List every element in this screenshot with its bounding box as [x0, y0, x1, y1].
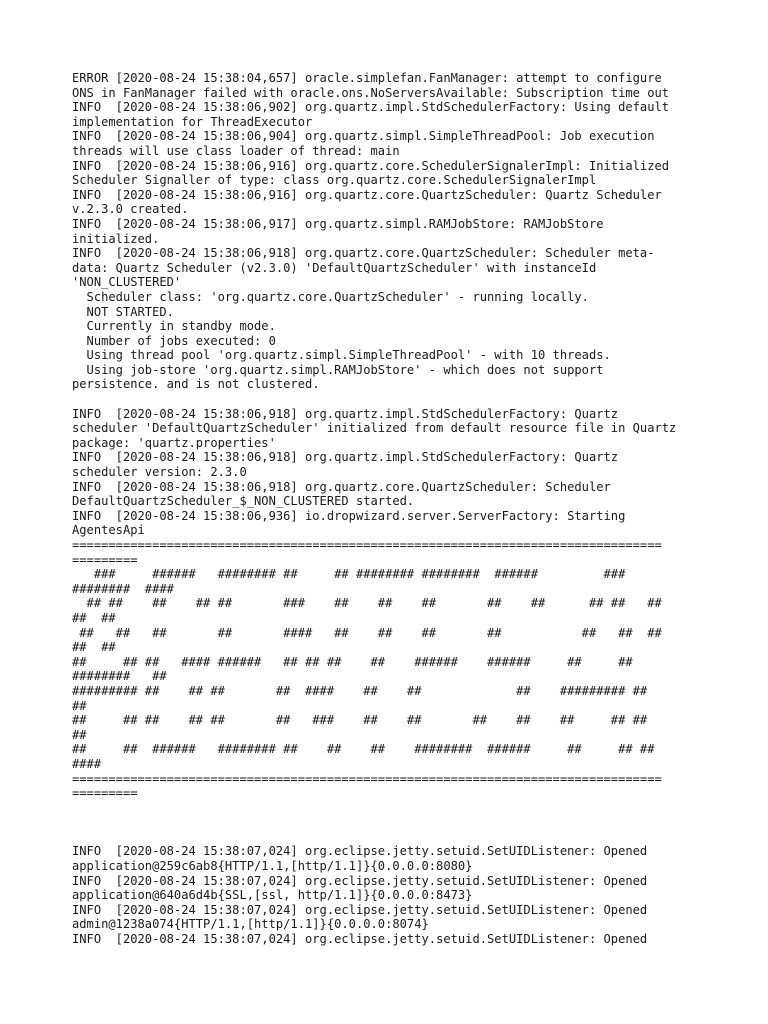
log-line: INFO [2020-08-24 15:38:06,902] org.quartz.impl.StdSchedulerFactory: Using default: [72, 100, 670, 115]
log-line: application@259c6ab8{HTTP/1.1,[http/1.1]}{0.0.0.0:8080}: [72, 859, 473, 874]
log-line: implementation for ThreadExecutor: [72, 114, 313, 129]
log-line: ####: [72, 756, 102, 771]
log-line: INFO [2020-08-24 15:38:07,024] org.eclipse.jetty.setuid.SetUIDListener: Opened: [72, 873, 648, 888]
log-line: ## ##: [72, 610, 116, 625]
log-line: scheduler version: 2.3.0: [72, 465, 247, 480]
log-line: package: 'quartz.properties': [72, 435, 276, 450]
log-line: ######## ####: [72, 581, 174, 596]
log-line: DefaultQuartzScheduler_$_NON_CLUSTERED started.: [72, 494, 415, 509]
log-line: INFO [2020-08-24 15:38:06,918] org.quartz.impl.StdSchedulerFactory: Quartz: [72, 406, 619, 421]
log-line: NOT STARTED.: [72, 304, 174, 319]
log-line: Using thread pool 'org.quartz.simpl.SimpleThreadPool' - with 10 threads.: [72, 348, 611, 363]
log-line: =========: [72, 552, 138, 567]
log-line: Number of jobs executed: 0: [72, 333, 276, 348]
log-line: INFO [2020-08-24 15:38:06,904] org.quartz.simpl.SimpleThreadPool: Job execution: [72, 129, 655, 144]
log-line: INFO [2020-08-24 15:38:06,918] org.quartz.impl.StdSchedulerFactory: Quartz: [72, 450, 619, 465]
log-line: application@640a6d4b{SSL,[ssl, http/1.1]}{0.0.0.0:8473}: [72, 888, 473, 903]
log-line: INFO [2020-08-24 15:38:06,916] org.quartz.core.SchedulerSignalerImpl: Initialized: [72, 158, 670, 173]
log-line: INFO [2020-08-24 15:38:06,918] org.quartz.core.QuartzScheduler: Scheduler: [72, 479, 611, 494]
log-line: ######### ## ## ## ## #### ## ## ## ######### ##: [72, 683, 648, 698]
log-line: INFO [2020-08-24 15:38:06,916] org.quartz.core.QuartzScheduler: Quartz Scheduler: [72, 187, 662, 202]
log-line: initialized.: [72, 231, 160, 246]
log-line: Scheduler Signaller of type: class org.quartz.core.SchedulerSignalerImpl: [72, 173, 597, 188]
log-line: ERROR [2020-08-24 15:38:04,657] oracle.simplefan.FanManager: attempt to configure: [72, 71, 662, 85]
log-line: data: Quartz Scheduler (v2.3.0) 'DefaultQuartzScheduler' with instanceId: [72, 260, 597, 275]
log-line: ### ###### ######## ## ## ######## ######## ###### ###: [72, 567, 626, 582]
log-line: [72, 392, 702, 407]
log-line: ONS in FanManager failed with oracle.ons.NoServersAvailable: Subscription time out: [72, 85, 670, 100]
log-line: INFO [2020-08-24 15:38:07,024] org.eclipse.jetty.setuid.SetUIDListener: Opened: [72, 902, 648, 917]
log-line: threads will use class loader of thread: main: [72, 143, 400, 158]
log-line: ## ##: [72, 640, 116, 655]
log-line: ## ## ## ## ## ### ## ## ## ## ## ## ## ##: [72, 596, 662, 611]
log-line: 'NON_CLUSTERED': [72, 275, 182, 290]
log-line: ## ## ###### ######## ## ## ## ######## ###### ## ## ##: [72, 742, 655, 757]
log-document: [72, 71, 702, 947]
log-line: [72, 830, 702, 845]
log-line: INFO [2020-08-24 15:38:06,917] org.quartz.simpl.RAMJobStore: RAMJobStore: [72, 216, 604, 231]
log-line: =========: [72, 786, 138, 801]
log-line: persistence. and is not clustered.: [72, 377, 320, 392]
log-line: ## ## ## ## ## ## ### ## ## ## ## ## ## ##: [72, 713, 648, 728]
log-line: INFO [2020-08-24 15:38:07,024] org.eclipse.jetty.setuid.SetUIDListener: Opened: [72, 932, 648, 947]
log-line: =================================================================================: [72, 538, 662, 552]
log-line: AgentesApi: [72, 523, 145, 538]
log-line: ## ## ## ## #### ## ## ## ## ## ## ##: [72, 625, 662, 640]
log-line: ##: [72, 727, 87, 742]
log-line: Using job-store 'org.quartz.simpl.RAMJobStore' - which does not support: [72, 362, 604, 377]
log-line: ######## ##: [72, 669, 167, 684]
log-line: INFO [2020-08-24 15:38:06,918] org.quartz.core.QuartzScheduler: Scheduler meta-: [72, 246, 655, 261]
log-line: INFO [2020-08-24 15:38:07,024] org.eclipse.jetty.setuid.SetUIDListener: Opened: [72, 844, 648, 859]
log-line: ##: [72, 698, 87, 713]
log-line: [72, 801, 702, 816]
log-line: Currently in standby mode.: [72, 319, 276, 334]
log-line: Scheduler class: 'org.quartz.core.QuartzScheduler' - running locally.: [72, 289, 589, 304]
log-line: [72, 815, 702, 830]
log-line: admin@1238a074{HTTP/1.1,[http/1.1]}{0.0.0.0:8074}: [72, 917, 429, 932]
log-line: =================================================================================: [72, 771, 662, 786]
log-line: ## ## ## #### ###### ## ## ## ## ###### ###### ## ##: [72, 654, 633, 669]
log-line: INFO [2020-08-24 15:38:06,936] io.dropwizard.server.ServerFactory: Starting: [72, 508, 626, 523]
log-line: scheduler 'DefaultQuartzScheduler' initialized from default resource file in Quartz: [72, 421, 677, 436]
log-line: v.2.3.0 created.: [72, 202, 189, 217]
